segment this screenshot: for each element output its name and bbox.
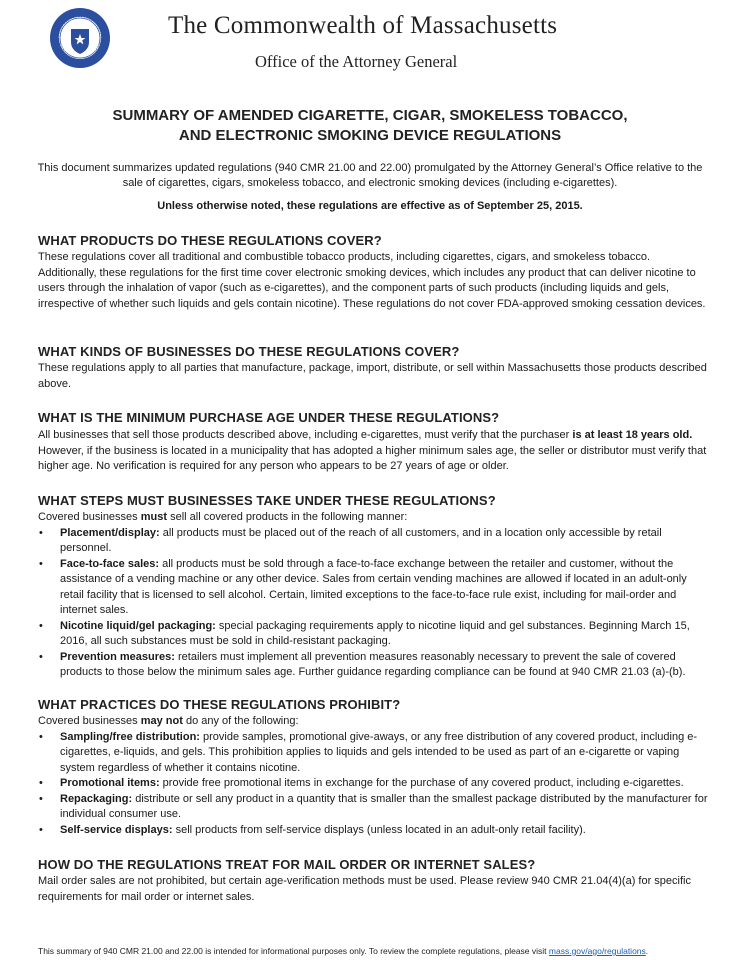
body-businesses-covered — [38, 361, 710, 392]
item-term: Placement/display: — [60, 526, 160, 539]
item-term: Nicotine liquid/gel packaging: — [60, 619, 216, 632]
body-minimum-age — [38, 428, 710, 475]
bullet-icon: • — [39, 777, 43, 789]
age-text-bold: is at least 18 years old. — [572, 429, 693, 441]
body-required-steps — [38, 510, 710, 681]
footer-text: This summary of 940 CMR 21.00 and 22.00 is intended for informational purposes only. To review the complete regulations, please visit — [38, 946, 549, 956]
document-title-line-1: SUMMARY OF AMENDED CIGARETTE, CIGAR, SMOKELESS TOBACCO, — [112, 107, 628, 124]
intro-paragraph: This document summarizes updated regulations (940 CMR 21.00 and 22.00) promulgated by the Attorney General’s Office relative to the sale of cigarettes, cigars, smokeless tobacco, and electronic smoking devices (including e-cigarettes). — [37, 162, 703, 189]
age-paragraph — [38, 428, 710, 475]
businesses-paragraph: These regulations apply to all parties that manufacture, package, import, distribute, or sell within Massachusetts those products described above. — [38, 362, 707, 390]
regulations-link[interactable]: mass.gov/ago/regulations — [548, 946, 646, 956]
item-term: Promotional items: — [60, 777, 160, 789]
products-paragraph: These regulations cover all traditional and combustible tobacco products, including cigarettes, cigars, and smokeless tobacco. Additionally, these regulations for the first time cover electronic smoking devices, which includes any product that can deliver nicotine to users through the inhalation of vapor (such as e-cigarettes), and the component parts of such products (including liquids and gels, irrespective of whether such liquids and gels contain nicotine). These regulations do not cover FDA-approved smoking cessation devices. — [38, 251, 706, 310]
item-text: retailers must implement all prevention measures reasonably necessary to prevent the sale of covered products to those below the minimum sales age. Further guidance regarding compliance can be found at 940 CMR 21.03 (a)-(b). — [60, 650, 686, 678]
document-title — [60, 106, 680, 146]
body-mail-internet-sales — [38, 874, 710, 905]
item-term: Prevention measures: — [60, 650, 175, 663]
bullet-icon: • — [39, 730, 43, 743]
footer-end: . — [645, 946, 649, 956]
steps-lead-post: sell all covered products in the following manner: — [167, 511, 408, 523]
item-text: provide samples, promotional give-aways, or any free distribution of any covered product, including e-cigarettes, e-liquids, and gels. This prohibition applies to liquids and gels intended to be used as part of an e-cigarette or vaping system regardless of whether it contains nicotine. — [60, 730, 698, 774]
bullet-icon: • — [39, 526, 43, 539]
item-text: provide free promotional items in exchange for the purchase of any covered product, including e-cigarettes. — [159, 777, 684, 789]
item-text: all products must be placed out of the reach of all customers, and in a location only accessible by retail personnel. — [60, 526, 662, 554]
steps-lead-bold: must — [140, 511, 168, 523]
list-item — [38, 619, 710, 650]
item-text: special packaging requirements apply to nicotine liquid and gel substances. Beginning March 15, 2016, all such substances must be sold in child-resistant packaging. — [60, 619, 690, 647]
list-item — [38, 730, 710, 777]
list-item — [38, 557, 710, 619]
item-text: distribute or sell any product in a quantity that is smaller than the smallest package distributed by the manufacturer for individual consumer use. — [60, 792, 708, 820]
heading-prohibited-practices: WHAT PRACTICES DO THESE REGULATIONS PROHIBIT? — [38, 697, 401, 712]
body-prohibited-practices — [38, 714, 710, 838]
age-text-pre: All businesses that sell those products described above, including e-cigarettes, must verify that the purchaser — [38, 429, 573, 441]
bullet-icon: • — [39, 619, 43, 632]
heading-products-covered: WHAT PRODUCTS DO THESE REGULATIONS COVER? — [38, 233, 382, 248]
bullet-icon: • — [39, 823, 43, 836]
list-item — [38, 823, 710, 839]
prohibit-lead-post: do any of the following: — [182, 715, 299, 727]
list-item — [38, 650, 710, 681]
prohibit-lead-bold: may not — [140, 715, 183, 727]
age-text-post: However, if the business is located in a municipality that has adopted a higher minimum sales age, the seller or distributor must verify that higher age. No verification is required for any person who appears to be 27 years of age or older. — [38, 444, 707, 472]
steps-lead — [38, 510, 710, 526]
item-text: sell products from self-service displays (unless located in an adult-only retail facility). — [172, 823, 586, 836]
letterhead-title: The Commonwealth of Massachusetts — [168, 12, 558, 39]
prohibit-lead-pre: Covered businesses — [38, 715, 141, 727]
heading-businesses-covered: WHAT KINDS OF BUSINESSES DO THESE REGULATIONS COVER? — [38, 344, 460, 359]
prohibit-lead — [38, 714, 710, 730]
list-item — [38, 792, 710, 823]
item-term: Sampling/free distribution: — [60, 730, 200, 743]
heading-mail-internet-sales: HOW DO THE REGULATIONS TREAT FOR MAIL ORDER OR INTERNET SALES? — [38, 857, 536, 872]
document-title-line-2: AND ELECTRONIC SMOKING DEVICE REGULATIONS — [178, 127, 562, 144]
mail-paragraph: Mail order sales are not prohibited, but certain age-verification methods must be used. Please review 940 CMR 21.04(4)(a) for specific requirements for mail order or internet sales. — [38, 875, 691, 903]
list-item — [38, 776, 710, 792]
item-term: Repackaging: — [60, 792, 133, 805]
heading-required-steps: WHAT STEPS MUST BUSINESSES TAKE UNDER THESE REGULATIONS? — [38, 493, 496, 508]
item-term: Self-service displays: — [60, 823, 173, 836]
list-item — [38, 526, 710, 557]
attorney-general-seal-icon — [49, 7, 111, 69]
effective-date-note: Unless otherwise noted, these regulations are effective as of September 25, 2015. — [157, 200, 583, 212]
bullet-icon: • — [39, 792, 43, 805]
prohibit-list — [38, 730, 710, 839]
item-text: all products must be sold through a face-to-face exchange between the retailer and customer, without the assistance of a vending machine or any other device. Sales from certain vending machines are allowed if located in an adult-only retail facility that is licensed to sell alcohol. Certain, limited exceptions to the face-to-face rule exist, including for mail-order and internet sales. — [60, 557, 687, 616]
steps-lead-pre: Covered businesses — [38, 511, 141, 523]
bullet-icon: • — [39, 557, 43, 570]
body-products-covered — [38, 250, 710, 312]
item-term: Face-to-face sales: — [60, 557, 160, 570]
footer-note — [38, 946, 708, 956]
steps-list — [38, 526, 710, 681]
letterhead-subtitle: Office of the Attorney General — [255, 52, 458, 71]
bullet-icon: • — [39, 650, 43, 663]
heading-minimum-age: WHAT IS THE MINIMUM PURCHASE AGE UNDER THESE REGULATIONS? — [38, 410, 500, 425]
